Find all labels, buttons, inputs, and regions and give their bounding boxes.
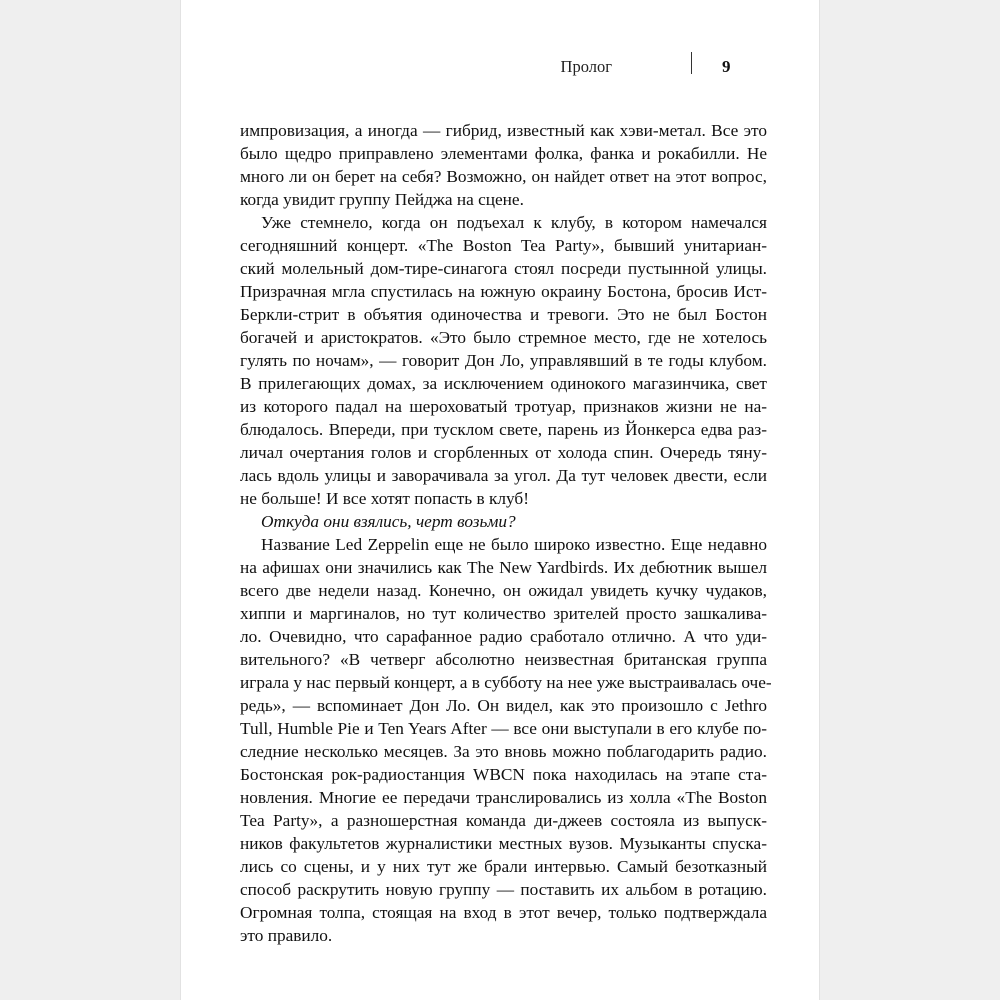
text-line: личал очертания голов и сгорбленных от холода спин. Очередь тяну- [240, 443, 767, 462]
text-line: ников факультетов журналистики местных вузов. Музыканты спуска- [240, 834, 767, 853]
text-line: всего две недели назад. Конечно, он ожидал увидеть кучку чудаков, [240, 581, 767, 600]
text-line: гулять по ночам», — говорит Дон Ло, управлявший в те годы клубом. [240, 351, 767, 370]
text-line: это правило. [240, 926, 333, 945]
text-line: импровизация, а иногда — гибрид, известный как хэви-метал. Все это [240, 121, 767, 140]
text-line: новления. Многие ее передачи транслировались из холла «The Boston [240, 788, 767, 807]
text-line: Бостонская рок-радиостанция WBCN пока находилась на этапе ста- [240, 765, 767, 784]
running-title: Пролог [560, 57, 612, 76]
text-line: богачей и аристократов. «Это было стремное место, где не хотелось [240, 328, 767, 347]
text-line: лась вдоль улицы и заворачивала за угол. Да тут человек двести, если [240, 466, 767, 485]
text-line: способ раскрутить новую группу — поставить их альбом в ротацию. [240, 880, 767, 899]
text-line: Название Led Zeppelin еще не было широко известно. Еще недавно [261, 535, 767, 554]
text-line: лись со сцены, и у них тут же брали интервью. Самый безотказный [240, 857, 767, 876]
text-line: ский молельный дом-тире-синагога стоял посреди пустынной улицы. [240, 259, 767, 278]
text-line: блюдалось. Впереди, при тусклом свете, парень из Йонкерса едва раз- [240, 420, 767, 439]
text-line: Tull, Humble Pie и Ten Years After — все они выступали в его клубе по- [240, 719, 767, 738]
text-line: редь», — вспоминает Дон Ло. Он видел, как это произошло с Jethro [240, 696, 767, 715]
text-line: Призрачная мгла спустилась на южную окраину Бостона, бросив Ист- [240, 282, 767, 301]
page-number: 9 [722, 57, 731, 76]
text-line: Огромная толпа, стоящая на вход в этот вечер, только подтверждала [240, 903, 767, 922]
text-line: Tea Party», а разношерстная команда ди-джеев состояла из выпуск- [240, 811, 767, 830]
text-line: на афишах они значились как The New Yardbirds. Их дебютник вышел [240, 558, 767, 577]
text-line: Уже стемнело, когда он подъехал к клубу, в котором намечался [261, 213, 767, 232]
text-line: В прилегающих домах, за исключением одинокого магазинчика, свет [240, 374, 767, 393]
italic-text-line: Откуда они взялись, черт возьми? [261, 512, 516, 531]
text-line: вительного? «В четверг абсолютно неизвестная британская группа [240, 650, 767, 669]
text-line: ло. Очевидно, что сарафанное радио сработало отлично. А что уди- [240, 627, 767, 646]
text-line: много ли он берет на себя? Возможно, он найдет ответ на этот вопрос, [240, 167, 767, 186]
text-line: было щедро приправлено элементами фолка, фанка и рокабилли. Не [240, 144, 767, 163]
text-line: из которого падал на шероховатый тротуар, признаков жизни не на- [240, 397, 767, 416]
text-line: следние несколько месяцев. За это вновь можно поблагодарить радио. [240, 742, 767, 761]
book-page [180, 0, 820, 1000]
header-divider [691, 52, 692, 74]
text-line: Беркли-стрит в объятия одиночества и тревоги. Это не был Бостон [240, 305, 767, 324]
text-line: не больше! И все хотят попасть в клуб! [240, 489, 529, 508]
text-line: хиппи и маргиналов, но тут количество зрителей просто зашкалива- [240, 604, 767, 623]
text-line: когда увидит группу Пейджа на сцене. [240, 190, 524, 209]
text-line: сегодняшний концерт. «The Boston Tea Party», бывший унитариан- [240, 236, 767, 255]
text-line: играла у нас первый концерт, а в субботу на нее уже выстраивалась оче- [240, 673, 772, 692]
